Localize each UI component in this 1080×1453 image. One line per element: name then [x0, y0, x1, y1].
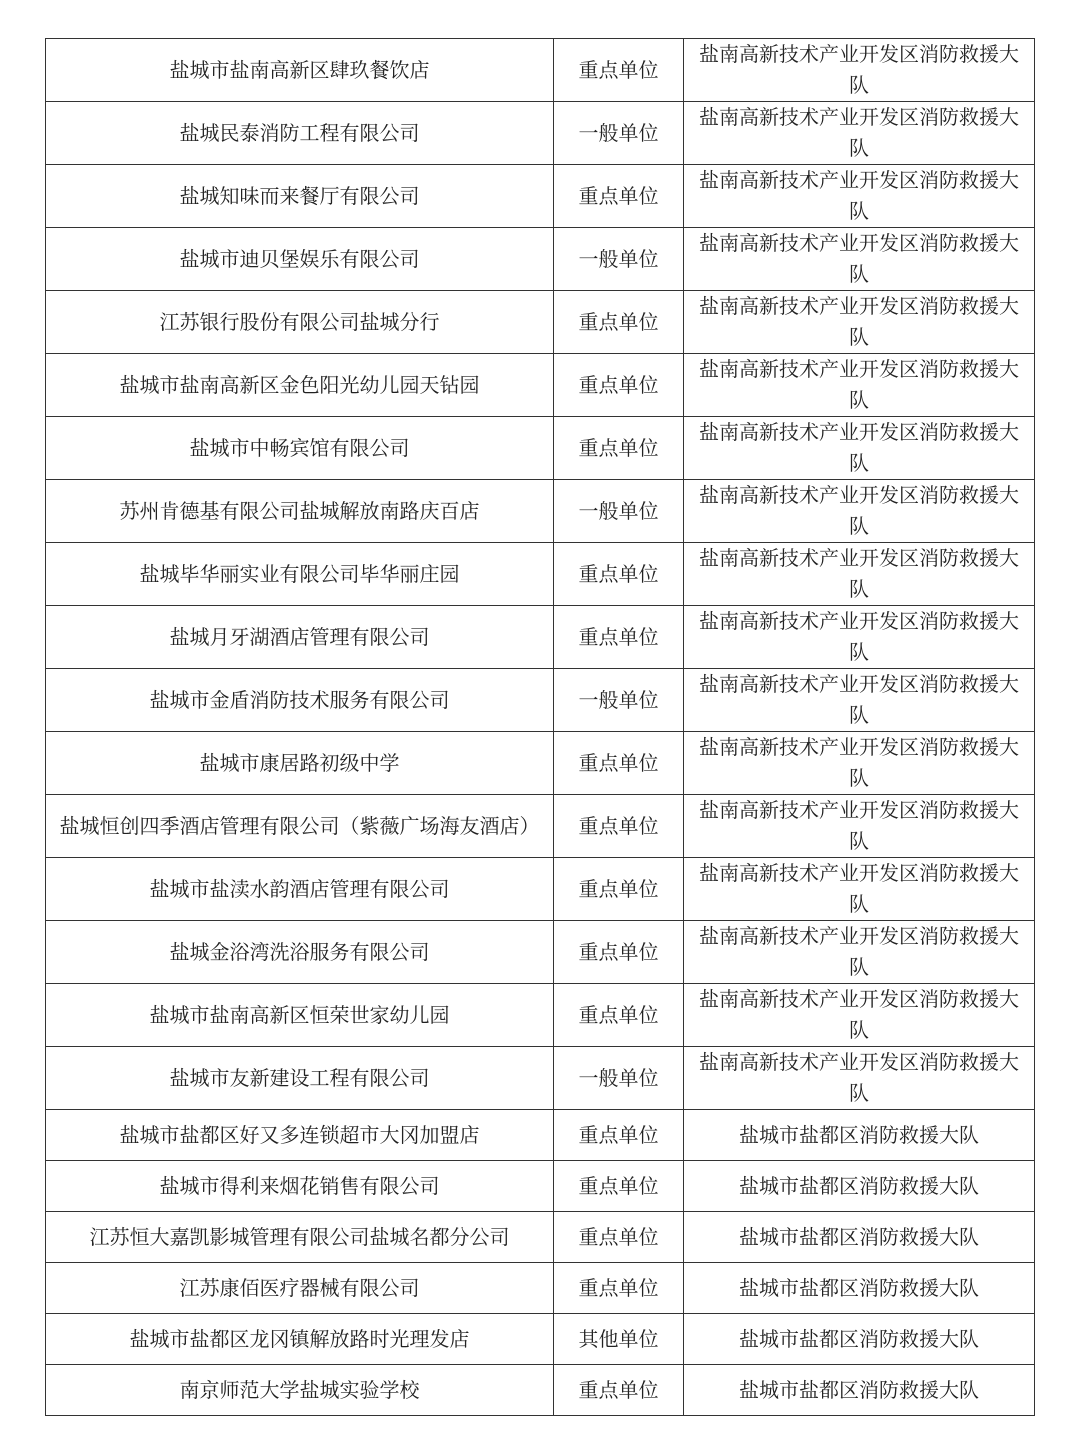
unit-type-cell: 重点单位	[554, 795, 684, 858]
unit-type-cell: 重点单位	[554, 1110, 684, 1161]
unit-name-cell: 盐城市友新建设工程有限公司	[46, 1047, 554, 1110]
unit-type-cell: 一般单位	[554, 102, 684, 165]
unit-name-cell: 苏州肯德基有限公司盐城解放南路庆百店	[46, 480, 554, 543]
table-row	[46, 1110, 1035, 1161]
unit-type-cell: 重点单位	[554, 1161, 684, 1212]
unit-type-cell: 重点单位	[554, 543, 684, 606]
fire-brigade-cell: 盐南高新技术产业开发区消防救援大队	[684, 795, 1035, 858]
unit-name-cell: 盐城月牙湖酒店管理有限公司	[46, 606, 554, 669]
unit-type-cell: 重点单位	[554, 417, 684, 480]
fire-brigade-cell: 盐南高新技术产业开发区消防救援大队	[684, 732, 1035, 795]
unit-type-cell: 重点单位	[554, 858, 684, 921]
units-table-body	[46, 39, 1035, 1416]
table-row	[46, 291, 1035, 354]
table-row	[46, 984, 1035, 1047]
fire-brigade-cell: 盐城市盐都区消防救援大队	[684, 1365, 1035, 1416]
table-row	[46, 39, 1035, 102]
unit-name-cell: 盐城市康居路初级中学	[46, 732, 554, 795]
unit-type-cell: 一般单位	[554, 228, 684, 291]
unit-name-cell: 盐城市中畅宾馆有限公司	[46, 417, 554, 480]
unit-name-cell: 盐城市盐渎水韵酒店管理有限公司	[46, 858, 554, 921]
unit-name-cell: 盐城市得利来烟花销售有限公司	[46, 1161, 554, 1212]
fire-brigade-cell: 盐南高新技术产业开发区消防救援大队	[684, 1047, 1035, 1110]
unit-type-cell: 重点单位	[554, 354, 684, 417]
unit-type-cell: 其他单位	[554, 1314, 684, 1365]
unit-name-cell: 江苏恒大嘉凯影城管理有限公司盐城名都分公司	[46, 1212, 554, 1263]
fire-brigade-cell: 盐城市盐都区消防救援大队	[684, 1263, 1035, 1314]
table-row	[46, 1047, 1035, 1110]
table-row	[46, 543, 1035, 606]
fire-brigade-cell: 盐城市盐都区消防救援大队	[684, 1110, 1035, 1161]
unit-name-cell: 盐城知味而来餐厅有限公司	[46, 165, 554, 228]
unit-name-cell: 盐城市盐南高新区肆玖餐饮店	[46, 39, 554, 102]
unit-name-cell: 盐城民泰消防工程有限公司	[46, 102, 554, 165]
table-row	[46, 1314, 1035, 1365]
fire-brigade-cell: 盐南高新技术产业开发区消防救援大队	[684, 39, 1035, 102]
unit-type-cell: 重点单位	[554, 165, 684, 228]
table-row	[46, 606, 1035, 669]
table-row	[46, 1212, 1035, 1263]
fire-brigade-cell: 盐南高新技术产业开发区消防救援大队	[684, 480, 1035, 543]
unit-type-cell: 重点单位	[554, 1365, 684, 1416]
unit-type-cell: 重点单位	[554, 921, 684, 984]
table-row	[46, 858, 1035, 921]
unit-name-cell: 盐城市盐都区好又多连锁超市大冈加盟店	[46, 1110, 554, 1161]
unit-type-cell: 一般单位	[554, 1047, 684, 1110]
unit-name-cell: 江苏康佰医疗器械有限公司	[46, 1263, 554, 1314]
table-row	[46, 480, 1035, 543]
table-row	[46, 1365, 1035, 1416]
fire-brigade-cell: 盐南高新技术产业开发区消防救援大队	[684, 543, 1035, 606]
fire-brigade-cell: 盐城市盐都区消防救援大队	[684, 1212, 1035, 1263]
unit-type-cell: 重点单位	[554, 984, 684, 1047]
unit-type-cell: 重点单位	[554, 606, 684, 669]
table-row	[46, 228, 1035, 291]
fire-brigade-cell: 盐南高新技术产业开发区消防救援大队	[684, 354, 1035, 417]
table-row	[46, 795, 1035, 858]
table-row	[46, 732, 1035, 795]
unit-name-cell: 盐城毕华丽实业有限公司毕华丽庄园	[46, 543, 554, 606]
table-row	[46, 165, 1035, 228]
table-row	[46, 1263, 1035, 1314]
fire-brigade-cell: 盐南高新技术产业开发区消防救援大队	[684, 102, 1035, 165]
unit-type-cell: 重点单位	[554, 732, 684, 795]
fire-brigade-cell: 盐南高新技术产业开发区消防救援大队	[684, 417, 1035, 480]
unit-name-cell: 盐城市盐南高新区金色阳光幼儿园天钻园	[46, 354, 554, 417]
unit-type-cell: 一般单位	[554, 669, 684, 732]
fire-brigade-cell: 盐南高新技术产业开发区消防救援大队	[684, 669, 1035, 732]
unit-name-cell: 江苏银行股份有限公司盐城分行	[46, 291, 554, 354]
unit-type-cell: 一般单位	[554, 480, 684, 543]
unit-name-cell: 盐城市盐南高新区恒荣世家幼儿园	[46, 984, 554, 1047]
unit-type-cell: 重点单位	[554, 39, 684, 102]
table-row	[46, 417, 1035, 480]
unit-name-cell: 盐城市金盾消防技术服务有限公司	[46, 669, 554, 732]
fire-brigade-cell: 盐城市盐都区消防救援大队	[684, 1314, 1035, 1365]
table-row	[46, 921, 1035, 984]
unit-name-cell: 盐城市迪贝堡娱乐有限公司	[46, 228, 554, 291]
fire-brigade-cell: 盐南高新技术产业开发区消防救援大队	[684, 606, 1035, 669]
fire-brigade-cell: 盐南高新技术产业开发区消防救援大队	[684, 921, 1035, 984]
fire-brigade-cell: 盐南高新技术产业开发区消防救援大队	[684, 291, 1035, 354]
fire-brigade-cell: 盐南高新技术产业开发区消防救援大队	[684, 858, 1035, 921]
units-table	[45, 38, 1035, 1416]
fire-brigade-cell: 盐南高新技术产业开发区消防救援大队	[684, 984, 1035, 1047]
unit-name-cell: 盐城市盐都区龙冈镇解放路时光理发店	[46, 1314, 554, 1365]
table-row	[46, 102, 1035, 165]
table-row	[46, 354, 1035, 417]
unit-type-cell: 重点单位	[554, 291, 684, 354]
table-row	[46, 1161, 1035, 1212]
table-row	[46, 669, 1035, 732]
fire-brigade-cell: 盐城市盐都区消防救援大队	[684, 1161, 1035, 1212]
unit-name-cell: 盐城金浴湾洗浴服务有限公司	[46, 921, 554, 984]
unit-name-cell: 南京师范大学盐城实验学校	[46, 1365, 554, 1416]
unit-name-cell: 盐城恒创四季酒店管理有限公司（紫薇广场海友酒店）	[46, 795, 554, 858]
fire-brigade-cell: 盐南高新技术产业开发区消防救援大队	[684, 228, 1035, 291]
unit-type-cell: 重点单位	[554, 1212, 684, 1263]
fire-brigade-cell: 盐南高新技术产业开发区消防救援大队	[684, 165, 1035, 228]
unit-type-cell: 重点单位	[554, 1263, 684, 1314]
